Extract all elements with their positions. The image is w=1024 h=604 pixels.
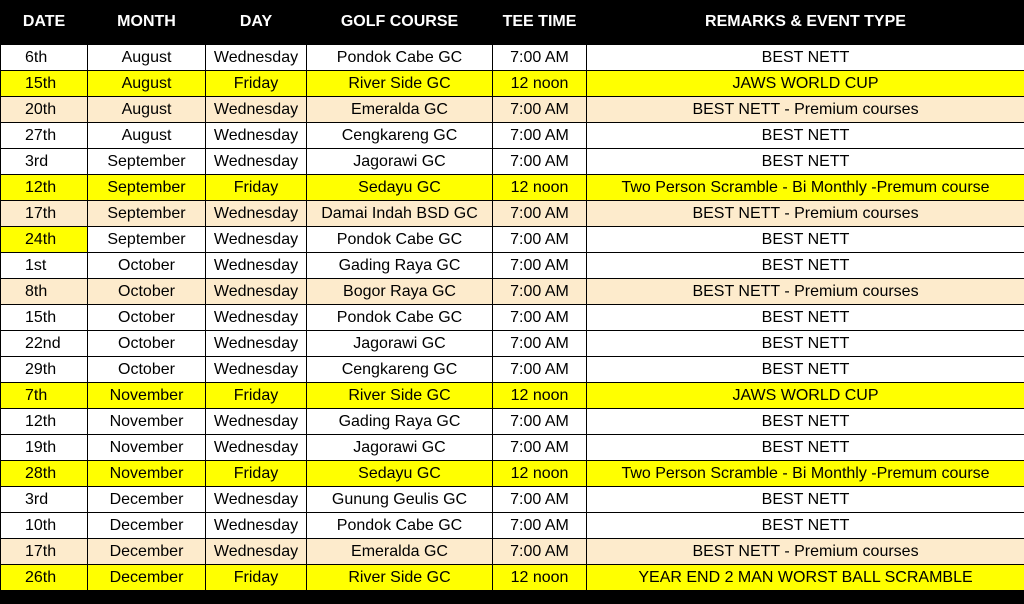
table-row (1, 97, 1024, 123)
header-remarks: REMARKS & EVENT TYPE (587, 0, 1024, 45)
remarks-cell: BEST NETT (587, 227, 1024, 253)
tee-time-cell: 7:00 AM (493, 435, 587, 461)
remarks-cell: BEST NETT (587, 331, 1024, 357)
header-golf-course: GOLF COURSE (307, 0, 493, 45)
tee-time-cell: 7:00 AM (493, 539, 587, 565)
golf-course-cell: Gunung Geulis GC (307, 487, 493, 513)
remarks-cell: JAWS WORLD CUP (587, 71, 1024, 97)
tee-time-cell: 7:00 AM (493, 279, 587, 305)
day-cell: Friday (206, 461, 307, 487)
day-cell: Wednesday (206, 539, 307, 565)
tee-time-cell: 7:00 AM (493, 45, 587, 71)
remarks-cell: Two Person Scramble - Bi Monthly -Premum course (587, 461, 1024, 487)
day-cell: Wednesday (206, 513, 307, 539)
table-row (1, 45, 1024, 71)
day-cell: Wednesday (206, 331, 307, 357)
remarks-cell: BEST NETT (587, 435, 1024, 461)
day-cell: Friday (206, 383, 307, 409)
day-cell: Wednesday (206, 227, 307, 253)
header-day: DAY (206, 0, 307, 45)
table-row (1, 539, 1024, 565)
remarks-cell: BEST NETT - Premium courses (587, 97, 1024, 123)
remarks-cell: BEST NETT - Premium courses (587, 539, 1024, 565)
remarks-cell: BEST NETT (587, 305, 1024, 331)
golf-course-cell: Pondok Cabe GC (307, 513, 493, 539)
golf-course-cell: Cengkareng GC (307, 357, 493, 383)
table-row (1, 253, 1024, 279)
date-cell: 19th (1, 435, 88, 461)
day-cell: Wednesday (206, 357, 307, 383)
month-cell: November (88, 435, 206, 461)
date-cell: 29th (1, 357, 88, 383)
remarks-cell: BEST NETT (587, 45, 1024, 71)
remarks-cell: JAWS WORLD CUP (587, 383, 1024, 409)
tee-time-cell: 7:00 AM (493, 97, 587, 123)
golf-course-cell: Bogor Raya GC (307, 279, 493, 305)
month-cell: August (88, 123, 206, 149)
tee-time-cell: 7:00 AM (493, 409, 587, 435)
table-row (1, 305, 1024, 331)
tee-time-cell: 7:00 AM (493, 227, 587, 253)
tee-time-cell: 7:00 AM (493, 149, 587, 175)
remarks-cell: BEST NETT - Premium courses (587, 201, 1024, 227)
golf-course-cell: Gading Raya GC (307, 409, 493, 435)
table-row (1, 123, 1024, 149)
date-cell: 15th (1, 305, 88, 331)
date-cell: 8th (1, 279, 88, 305)
date-cell: 27th (1, 123, 88, 149)
golf-course-cell: Jagorawi GC (307, 435, 493, 461)
month-cell: September (88, 149, 206, 175)
month-cell: October (88, 253, 206, 279)
tee-time-cell: 12 noon (493, 565, 587, 591)
golf-course-cell: Pondok Cabe GC (307, 45, 493, 71)
month-cell: October (88, 357, 206, 383)
date-cell: 12th (1, 409, 88, 435)
day-cell: Wednesday (206, 435, 307, 461)
tee-time-cell: 12 noon (493, 461, 587, 487)
header-row (1, 0, 1024, 45)
date-cell: 15th (1, 71, 88, 97)
remarks-cell: BEST NETT (587, 487, 1024, 513)
month-cell: November (88, 383, 206, 409)
day-cell: Friday (206, 71, 307, 97)
day-cell: Wednesday (206, 305, 307, 331)
month-cell: August (88, 45, 206, 71)
remarks-cell: Two Person Scramble - Bi Monthly -Premum course (587, 175, 1024, 201)
date-cell: 20th (1, 97, 88, 123)
golf-course-cell: River Side GC (307, 71, 493, 97)
table-row (1, 435, 1024, 461)
remarks-cell: YEAR END 2 MAN WORST BALL SCRAMBLE (587, 565, 1024, 591)
date-cell: 6th (1, 45, 88, 71)
golf-course-cell: Emeralda GC (307, 97, 493, 123)
date-cell: 22nd (1, 331, 88, 357)
date-cell: 3rd (1, 149, 88, 175)
golf-course-cell: Cengkareng GC (307, 123, 493, 149)
date-cell: 28th (1, 461, 88, 487)
month-cell: September (88, 175, 206, 201)
month-cell: December (88, 487, 206, 513)
table-row (1, 279, 1024, 305)
date-cell: 26th (1, 565, 88, 591)
month-cell: December (88, 565, 206, 591)
remarks-cell: BEST NETT (587, 149, 1024, 175)
remarks-cell: BEST NETT - Premium courses (587, 279, 1024, 305)
remarks-cell: BEST NETT (587, 513, 1024, 539)
tee-time-cell: 7:00 AM (493, 305, 587, 331)
day-cell: Wednesday (206, 149, 307, 175)
golf-course-cell: Emeralda GC (307, 539, 493, 565)
golf-course-cell: Damai Indah BSD GC (307, 201, 493, 227)
month-cell: October (88, 331, 206, 357)
table-row (1, 565, 1024, 591)
table-row (1, 461, 1024, 487)
table-row (1, 71, 1024, 97)
golf-course-cell: Jagorawi GC (307, 331, 493, 357)
day-cell: Wednesday (206, 253, 307, 279)
golf-course-cell: Sedayu GC (307, 461, 493, 487)
day-cell: Wednesday (206, 487, 307, 513)
tee-time-cell: 7:00 AM (493, 513, 587, 539)
header-month: MONTH (88, 0, 206, 45)
day-cell: Wednesday (206, 409, 307, 435)
table-row (1, 149, 1024, 175)
date-cell: 12th (1, 175, 88, 201)
month-cell: October (88, 279, 206, 305)
day-cell: Wednesday (206, 279, 307, 305)
golf-course-cell: Pondok Cabe GC (307, 227, 493, 253)
day-cell: Wednesday (206, 45, 307, 71)
date-cell: 17th (1, 539, 88, 565)
table-row (1, 487, 1024, 513)
golf-course-cell: Gading Raya GC (307, 253, 493, 279)
month-cell: September (88, 201, 206, 227)
month-cell: December (88, 513, 206, 539)
golf-course-cell: River Side GC (307, 383, 493, 409)
month-cell: August (88, 97, 206, 123)
month-cell: October (88, 305, 206, 331)
date-cell: 24th (1, 227, 88, 253)
day-cell: Wednesday (206, 97, 307, 123)
table-row (1, 175, 1024, 201)
month-cell: November (88, 409, 206, 435)
golf-course-cell: River Side GC (307, 565, 493, 591)
tee-time-cell: 12 noon (493, 71, 587, 97)
month-cell: September (88, 227, 206, 253)
table-row (1, 409, 1024, 435)
tee-time-cell: 7:00 AM (493, 331, 587, 357)
table-row (1, 383, 1024, 409)
day-cell: Wednesday (206, 201, 307, 227)
tee-time-cell: 7:00 AM (493, 253, 587, 279)
month-cell: December (88, 539, 206, 565)
table-row (1, 357, 1024, 383)
tee-time-cell: 12 noon (493, 175, 587, 201)
table-row (1, 513, 1024, 539)
header-tee-time: TEE TIME (493, 0, 587, 45)
remarks-cell: BEST NETT (587, 253, 1024, 279)
tee-time-cell: 7:00 AM (493, 487, 587, 513)
golf-course-cell: Jagorawi GC (307, 149, 493, 175)
schedule-body (1, 45, 1024, 591)
date-cell: 3rd (1, 487, 88, 513)
tee-time-cell: 12 noon (493, 383, 587, 409)
table-row (1, 331, 1024, 357)
remarks-cell: BEST NETT (587, 123, 1024, 149)
golf-course-cell: Sedayu GC (307, 175, 493, 201)
day-cell: Friday (206, 565, 307, 591)
remarks-cell: BEST NETT (587, 409, 1024, 435)
bottom-border (0, 591, 1024, 599)
day-cell: Wednesday (206, 123, 307, 149)
month-cell: August (88, 71, 206, 97)
date-cell: 7th (1, 383, 88, 409)
table-row (1, 227, 1024, 253)
date-cell: 10th (1, 513, 88, 539)
date-cell: 1st (1, 253, 88, 279)
tee-time-cell: 7:00 AM (493, 201, 587, 227)
header-date: DATE (1, 0, 88, 45)
remarks-cell: BEST NETT (587, 357, 1024, 383)
table-row (1, 201, 1024, 227)
day-cell: Friday (206, 175, 307, 201)
date-cell: 17th (1, 201, 88, 227)
month-cell: November (88, 461, 206, 487)
tee-time-cell: 7:00 AM (493, 357, 587, 383)
tee-time-cell: 7:00 AM (493, 123, 587, 149)
golf-course-cell: Pondok Cabe GC (307, 305, 493, 331)
